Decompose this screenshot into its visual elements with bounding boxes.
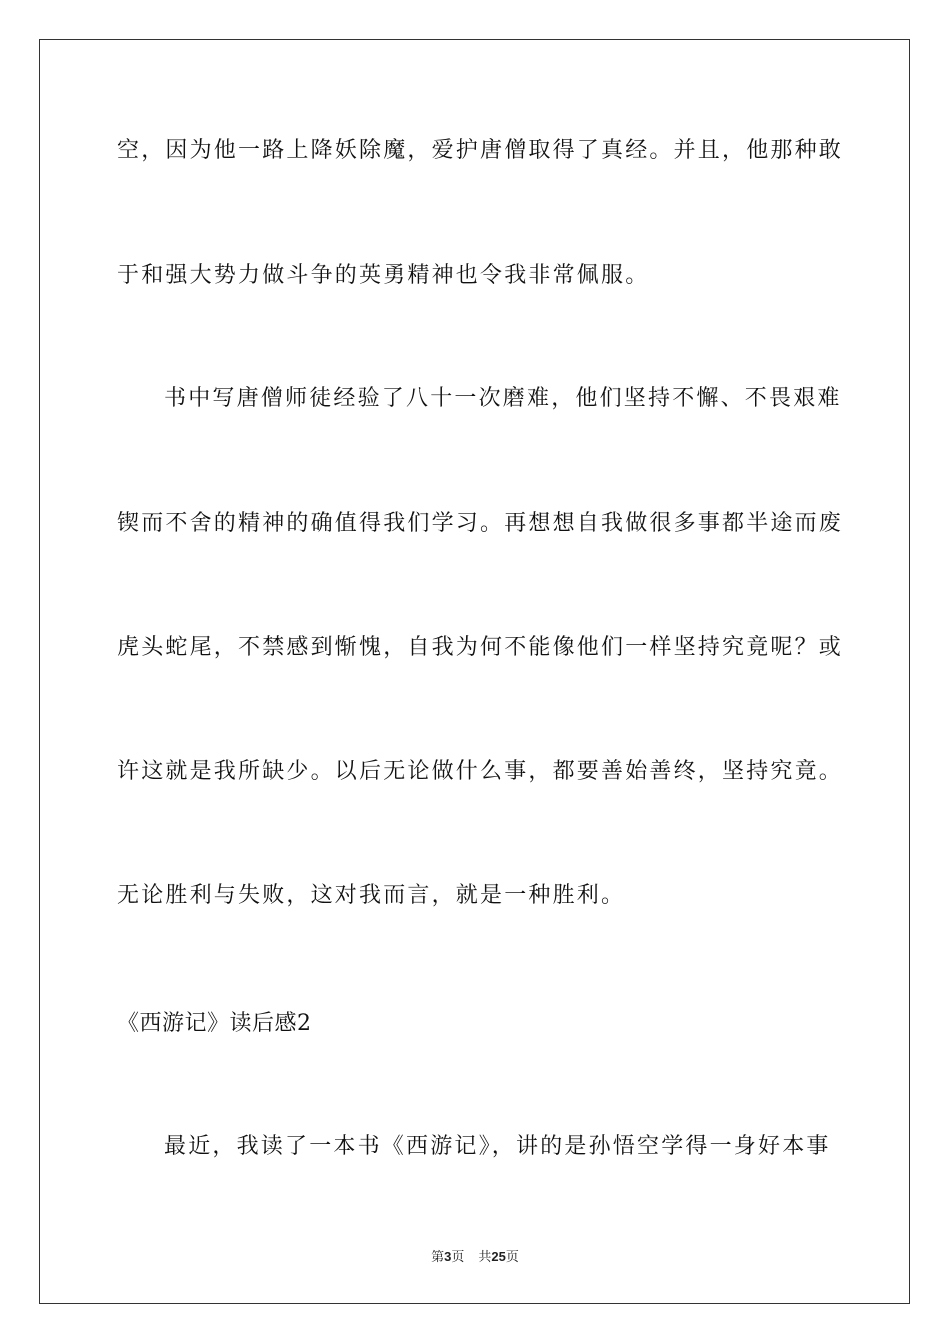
paragraph-line: 书中写唐僧师徒经验了八十一次磨难，他们坚持不懈、不畏艰难 bbox=[164, 386, 842, 411]
paragraph-line: 无论胜利与失败，这对我而言，就是一种胜利。 bbox=[117, 883, 626, 908]
paragraph-line: 锲而不舍的精神的确值得我们学习。再想想自我做很多事都半途而废 bbox=[117, 511, 844, 536]
total-pages: 25 bbox=[491, 1249, 506, 1264]
total-suffix: 页 bbox=[505, 1250, 519, 1265]
page-number: 3 bbox=[444, 1249, 452, 1264]
page-border bbox=[39, 39, 910, 1304]
paragraph-line: 虎头蛇尾，不禁感到惭愧，自我为何不能像他们一样坚持究竟呢？或 bbox=[117, 635, 844, 660]
page-prefix: 第 bbox=[431, 1250, 445, 1265]
paragraph-line: 最近，我读了一本书《西游记》，讲的是孙悟空学得一身好本事 bbox=[164, 1134, 831, 1159]
paragraph-line: 空，因为他一路上降妖除魔，爱护唐僧取得了真经。并且，他那种敢 bbox=[117, 138, 844, 163]
page-footer bbox=[0, 1248, 950, 1267]
paragraph-line: 于和强大势力做斗争的英勇精神也令我非常佩服。 bbox=[117, 263, 650, 288]
section-heading: 《西游记》读后感2 bbox=[117, 1011, 312, 1036]
paragraph-line: 许这就是我所缺少。以后无论做什么事，都要善始善终，坚持究竟。 bbox=[117, 759, 844, 784]
page-suffix: 页 bbox=[451, 1250, 465, 1265]
total-prefix: 共 bbox=[478, 1250, 492, 1265]
